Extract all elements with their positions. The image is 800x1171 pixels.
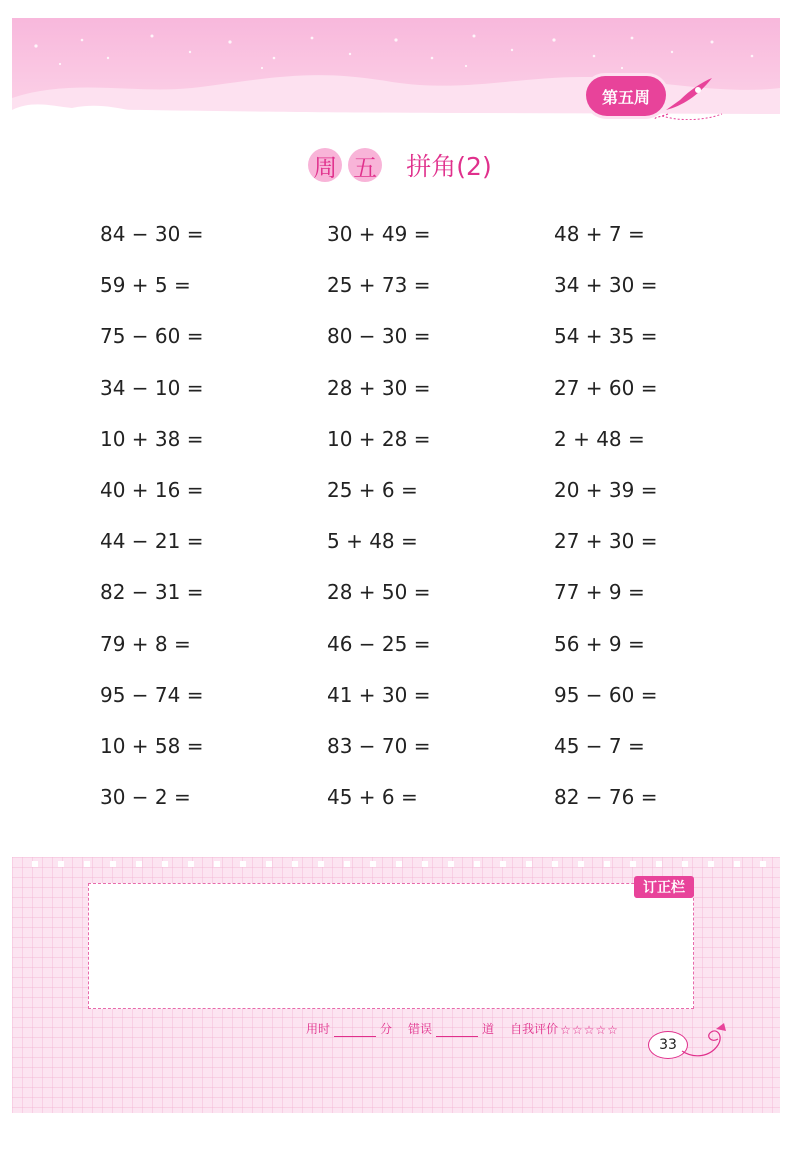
math-problem: 34 + 30 = <box>554 273 658 298</box>
math-problem: 80 − 30 = <box>327 324 431 349</box>
swirl-decoration-icon <box>680 1021 730 1061</box>
self-evaluation-line <box>306 1017 619 1037</box>
rating-stars[interactable]: ☆☆☆☆☆ <box>560 1023 619 1037</box>
math-problem: 30 − 2 = <box>100 785 191 810</box>
problem-row <box>0 632 800 672</box>
correction-label: 订正栏 <box>634 876 694 898</box>
math-problem: 28 + 50 = <box>327 580 431 605</box>
errors-unit: 道 <box>482 1022 495 1036</box>
title-text: 拼角(2) <box>406 152 492 181</box>
time-unit: 分 <box>380 1022 393 1036</box>
math-problem: 46 − 25 = <box>327 631 431 656</box>
math-problem: 77 + 9 = <box>554 580 645 605</box>
math-problem: 10 + 38 = <box>100 426 204 451</box>
math-problem: 27 + 30 = <box>554 529 658 554</box>
math-problem: 28 + 30 = <box>327 375 431 400</box>
math-problem: 84 − 30 = <box>100 222 204 246</box>
math-problem: 27 + 60 = <box>554 375 658 400</box>
problem-row <box>0 734 800 774</box>
math-problem: 10 + 58 = <box>100 734 204 758</box>
errors-label: 错误 <box>408 1022 433 1036</box>
math-problem: 30 + 49 = <box>327 222 431 246</box>
problem-row <box>0 785 800 825</box>
math-problem: 82 − 31 = <box>100 580 204 605</box>
page-number: 33 <box>648 1031 688 1059</box>
problem-row <box>0 580 800 620</box>
math-problem: 10 + 28 = <box>327 426 431 451</box>
math-problem: 95 − 74 = <box>100 682 204 707</box>
errors-blank[interactable] <box>436 1022 478 1037</box>
perforation-decoration <box>12 857 780 871</box>
day-char-2: 五 <box>348 148 382 182</box>
self-eval-label: 自我评价 <box>510 1022 559 1036</box>
problem-row <box>0 324 800 364</box>
math-problem: 25 + 73 = <box>327 273 431 298</box>
problem-row <box>0 222 800 262</box>
problem-row <box>0 529 800 569</box>
math-problem: 34 − 10 = <box>100 375 204 400</box>
math-problem: 44 − 21 = <box>100 529 204 554</box>
math-problem: 54 + 35 = <box>554 324 658 349</box>
math-problem: 2 + 48 = <box>554 426 645 451</box>
rocket-icon <box>652 70 724 120</box>
math-problem: 40 + 16 = <box>100 478 204 502</box>
week-badge: 第五周 <box>586 76 666 116</box>
correction-box[interactable] <box>88 883 694 1009</box>
time-blank[interactable] <box>334 1022 376 1037</box>
math-problem: 25 + 6 = <box>327 478 418 502</box>
math-problem: 75 − 60 = <box>100 324 204 349</box>
day-char-1: 周 <box>308 148 342 182</box>
math-problem: 20 + 39 = <box>554 478 658 502</box>
math-problem: 79 + 8 = <box>100 631 191 656</box>
math-problem: 59 + 5 = <box>100 273 191 298</box>
problem-row <box>0 478 800 518</box>
problem-row <box>0 376 800 416</box>
lesson-title <box>0 145 800 185</box>
math-problem: 45 + 6 = <box>327 785 418 810</box>
math-problem: 82 − 76 = <box>554 785 658 810</box>
math-problem: 83 − 70 = <box>327 734 431 758</box>
time-label: 用时 <box>306 1022 331 1036</box>
problem-row <box>0 427 800 467</box>
math-problem: 95 − 60 = <box>554 682 658 707</box>
math-problem: 45 − 7 = <box>554 734 645 758</box>
problem-row <box>0 273 800 313</box>
problem-row <box>0 683 800 723</box>
math-problem: 56 + 9 = <box>554 631 645 656</box>
math-problem: 48 + 7 = <box>554 222 645 246</box>
math-problem: 41 + 30 = <box>327 682 431 707</box>
math-problem: 5 + 48 = <box>327 529 418 554</box>
correction-area <box>12 857 780 1113</box>
